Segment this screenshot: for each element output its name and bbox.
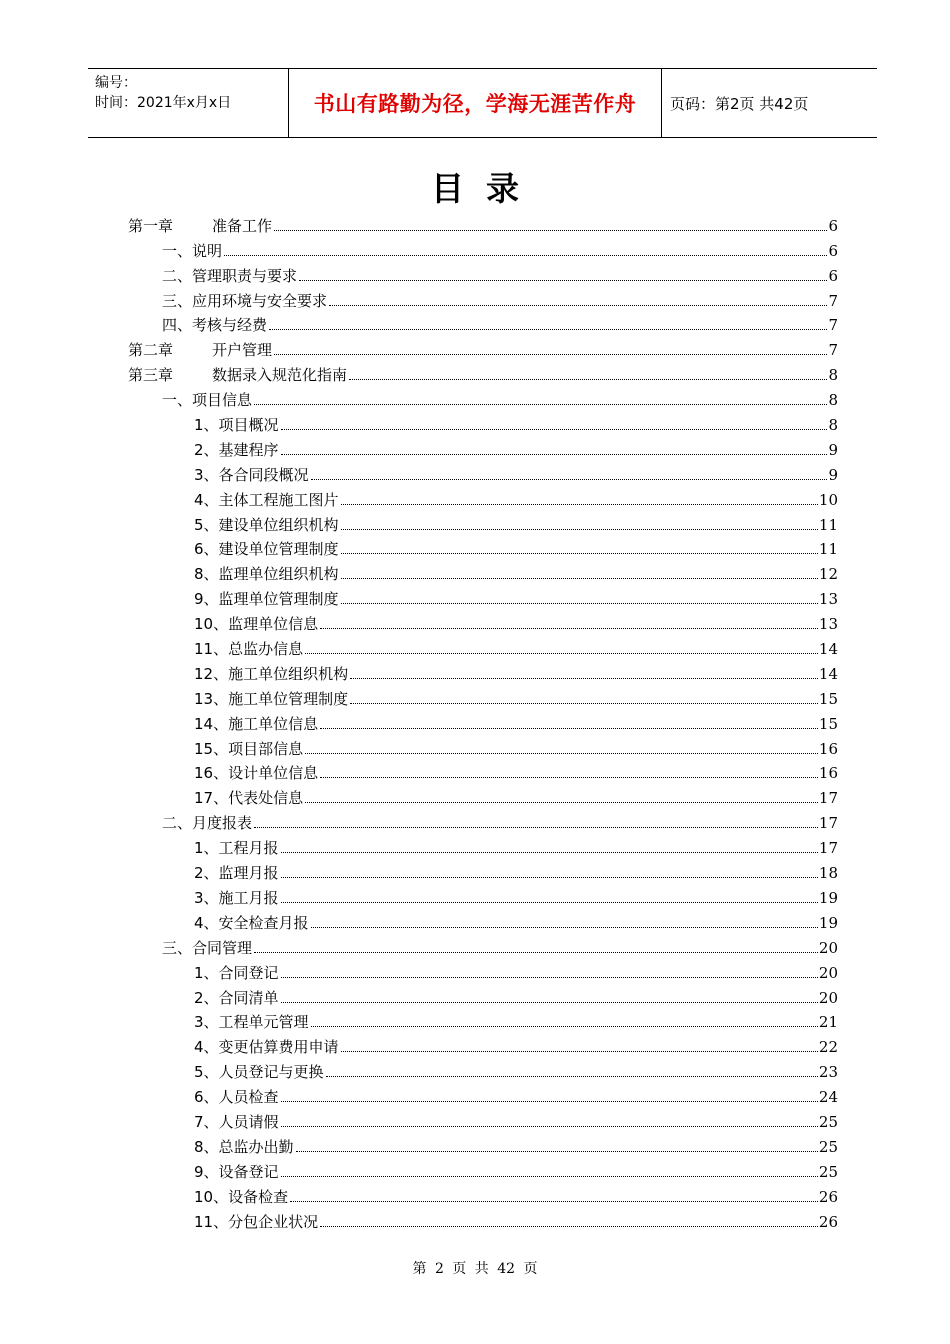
toc-entry-text: 17、代表处信息 xyxy=(194,789,304,808)
toc-dot-leader xyxy=(281,1176,818,1177)
toc-dot-leader xyxy=(281,1002,818,1003)
header-id-label: 编号： xyxy=(95,75,137,91)
toc-entry-label xyxy=(162,292,327,310)
toc-entry-text: 12、施工单位组织机构 xyxy=(194,664,349,683)
toc-entry-text: 1、工程月报 xyxy=(194,839,279,858)
toc-page-number: 14 xyxy=(818,640,838,659)
toc-entry-label xyxy=(128,341,272,359)
toc-dot-leader xyxy=(349,379,827,380)
toc-dot-leader xyxy=(311,927,818,928)
toc-dot-leader xyxy=(311,1026,818,1027)
toc-entry[interactable] xyxy=(128,932,838,957)
toc-dot-leader xyxy=(320,1226,818,1227)
toc-page-number: 6 xyxy=(828,241,838,260)
toc-entry-text: 10、设备检查 xyxy=(194,1187,289,1206)
toc-entry-label xyxy=(194,839,279,857)
toc-entry[interactable] xyxy=(128,782,838,807)
toc-dot-leader xyxy=(350,703,818,704)
toc-entry-text: 15、项目部信息 xyxy=(194,739,304,758)
toc-entry-text: 数据录入规范化指南 xyxy=(212,366,348,385)
toc-entry[interactable] xyxy=(128,1056,838,1081)
toc-entry-label xyxy=(194,889,279,907)
toc-entry[interactable] xyxy=(128,1206,838,1231)
toc-page-number: 17 xyxy=(818,789,838,808)
toc-page-number: 20 xyxy=(818,938,838,957)
toc-dot-leader xyxy=(341,1051,818,1052)
toc-entry-text: 2、监理月报 xyxy=(194,864,279,883)
toc-entry[interactable] xyxy=(128,1081,838,1106)
toc-page-number: 26 xyxy=(818,1187,838,1206)
toc-entry-label xyxy=(194,914,309,932)
toc-entry-text: 3、各合同段概况 xyxy=(194,465,309,484)
toc-entry-text: 8、监理单位组织机构 xyxy=(194,565,339,584)
toc-entry-text: 3、施工月报 xyxy=(194,888,279,907)
toc-entry[interactable] xyxy=(128,733,838,758)
toc-entry-label xyxy=(194,665,348,683)
toc-entry-text: 1、合同登记 xyxy=(194,963,279,982)
toc-entry[interactable] xyxy=(128,509,838,534)
toc-page-number: 16 xyxy=(818,764,838,783)
toc-dot-leader xyxy=(254,952,818,953)
toc-page-number: 19 xyxy=(818,913,838,932)
toc-page-number: 9 xyxy=(828,440,838,459)
toc-dot-leader xyxy=(281,852,818,853)
toc-entry-text: 8、总监办出勤 xyxy=(194,1137,294,1156)
toc-entry-text: 2、合同清单 xyxy=(194,988,279,1007)
toc-dot-leader xyxy=(299,280,827,281)
toc-page-number: 7 xyxy=(828,316,838,335)
toc-entry[interactable] xyxy=(128,1156,838,1181)
toc-entry[interactable] xyxy=(128,434,838,459)
toc-page-number: 13 xyxy=(818,590,838,609)
toc-page-number: 24 xyxy=(818,1088,838,1107)
toc-entry-text: 16、设计单位信息 xyxy=(194,764,319,783)
header-meta xyxy=(88,69,288,137)
toc-entry-text: 4、安全检查月报 xyxy=(194,913,309,932)
toc-page-number: 19 xyxy=(818,888,838,907)
toc-entry-text: 三、合同管理 xyxy=(162,938,253,957)
toc-entry[interactable] xyxy=(128,982,838,1007)
toc-entry[interactable] xyxy=(128,633,838,658)
toc-page-number: 22 xyxy=(818,1038,838,1057)
header-motto-cell xyxy=(288,69,662,137)
toc-entry[interactable] xyxy=(128,260,838,285)
toc-entry-label xyxy=(194,565,339,583)
table-of-contents xyxy=(128,210,838,1231)
toc-entry[interactable] xyxy=(128,1181,838,1206)
toc-chapter-number: 第一章 xyxy=(128,216,174,235)
toc-entry[interactable] xyxy=(128,1031,838,1056)
toc-dot-leader xyxy=(341,603,818,604)
toc-entry-label xyxy=(128,217,272,235)
toc-entry[interactable] xyxy=(128,957,838,982)
toc-entry[interactable] xyxy=(128,658,838,683)
toc-page-number: 15 xyxy=(818,714,838,733)
toc-entry-label xyxy=(194,1063,324,1081)
toc-entry-label xyxy=(194,1013,309,1031)
toc-page-number: 20 xyxy=(818,963,838,982)
toc-dot-leader xyxy=(254,827,818,828)
toc-entry-label xyxy=(162,267,297,285)
toc-entry-text: 5、建设单位组织机构 xyxy=(194,515,339,534)
toc-page-number: 8 xyxy=(828,366,838,385)
toc-entry-label xyxy=(194,964,279,982)
toc-page-number: 21 xyxy=(818,1013,838,1032)
toc-entry[interactable] xyxy=(128,832,838,857)
toc-entry-text: 6、建设单位管理制度 xyxy=(194,540,339,559)
page-footer: 第 2 页 共 42 页 xyxy=(412,1261,538,1277)
toc-dot-leader xyxy=(305,753,818,754)
toc-page-number: 11 xyxy=(818,540,838,559)
toc-dot-leader xyxy=(350,678,818,679)
toc-entry[interactable] xyxy=(128,534,838,559)
toc-entry[interactable] xyxy=(128,235,838,260)
toc-entry[interactable] xyxy=(128,285,838,310)
toc-page-number: 26 xyxy=(818,1212,838,1231)
toc-entry-label xyxy=(194,1088,279,1106)
toc-page-number: 23 xyxy=(818,1063,838,1082)
header-time-label: 时间：2021年x月x日 xyxy=(95,95,232,111)
toc-dot-leader xyxy=(320,628,818,629)
page-header xyxy=(88,68,877,138)
toc-entry[interactable] xyxy=(128,907,838,932)
toc-page-number: 9 xyxy=(828,465,838,484)
toc-entry-text: 13、施工单位管理制度 xyxy=(194,689,349,708)
toc-dot-leader xyxy=(326,1076,818,1077)
toc-dot-leader xyxy=(281,877,818,878)
toc-dot-leader xyxy=(281,429,828,430)
toc-entry[interactable] xyxy=(128,310,838,335)
toc-entry-label xyxy=(194,1163,279,1181)
toc-entry-text: 一、说明 xyxy=(162,241,223,260)
toc-dot-leader xyxy=(281,1101,818,1102)
toc-entry[interactable] xyxy=(128,1131,838,1156)
toc-page-number: 16 xyxy=(818,739,838,758)
toc-entry-label xyxy=(194,690,348,708)
toc-entry[interactable] xyxy=(128,359,838,384)
toc-dot-leader xyxy=(341,504,818,505)
toc-entry-text: 2、基建程序 xyxy=(194,440,279,459)
toc-chapter-number: 第三章 xyxy=(128,366,174,385)
toc-entry-text: 二、管理职责与要求 xyxy=(162,266,298,285)
toc-entry-label xyxy=(162,391,252,409)
toc-entry-label xyxy=(194,715,318,733)
toc-entry-label xyxy=(194,540,339,558)
page-title: 目录 xyxy=(431,169,541,208)
toc-entry-text: 1、项目概况 xyxy=(194,416,279,435)
toc-dot-leader xyxy=(341,553,818,554)
toc-entry-label xyxy=(194,615,318,633)
toc-page-number: 8 xyxy=(828,416,838,435)
toc-page-number: 15 xyxy=(818,689,838,708)
toc-dot-leader xyxy=(305,653,818,654)
toc-entry[interactable] xyxy=(128,409,838,434)
toc-entry-label xyxy=(162,242,222,260)
toc-entry[interactable] xyxy=(128,334,838,359)
toc-entry-label xyxy=(194,640,303,658)
toc-dot-leader xyxy=(281,977,818,978)
toc-entry-text: 5、人员登记与更换 xyxy=(194,1063,324,1082)
toc-entry[interactable] xyxy=(128,708,838,733)
toc-page-number: 7 xyxy=(828,291,838,310)
toc-entry-label xyxy=(194,1038,339,1056)
toc-entry-label xyxy=(162,316,267,334)
toc-page-number: 18 xyxy=(818,864,838,883)
toc-page-number: 25 xyxy=(818,1162,838,1181)
header-page-info: 页码：第2页 共42页 xyxy=(670,94,809,113)
toc-dot-leader xyxy=(281,902,818,903)
toc-entry-text: 6、人员检查 xyxy=(194,1088,279,1107)
toc-page-number: 25 xyxy=(818,1137,838,1156)
toc-dot-leader xyxy=(290,1201,818,1202)
toc-entry-label xyxy=(194,1188,288,1206)
toc-entry[interactable] xyxy=(128,608,838,633)
header-page-cell xyxy=(662,69,877,137)
toc-entry[interactable] xyxy=(128,1007,838,1032)
toc-entry[interactable] xyxy=(128,882,838,907)
toc-dot-leader xyxy=(269,329,827,330)
toc-entry[interactable] xyxy=(128,758,838,783)
toc-page-number: 12 xyxy=(818,565,838,584)
toc-page-number: 17 xyxy=(818,839,838,858)
toc-entry-text: 10、监理单位信息 xyxy=(194,615,319,634)
toc-chapter-number: 第二章 xyxy=(128,341,174,360)
toc-page-number: 20 xyxy=(818,988,838,1007)
toc-entry-label xyxy=(194,1213,318,1231)
toc-entry-label xyxy=(194,466,309,484)
toc-dot-leader xyxy=(341,529,818,530)
toc-page-number: 17 xyxy=(818,814,838,833)
toc-entry-label xyxy=(128,366,347,384)
toc-entry-text: 9、设备登记 xyxy=(194,1162,279,1181)
toc-entry-label xyxy=(194,764,318,782)
toc-entry[interactable] xyxy=(128,807,838,832)
toc-page-number: 6 xyxy=(828,216,838,235)
toc-dot-leader xyxy=(274,354,827,355)
toc-dot-leader xyxy=(281,1126,818,1127)
toc-entry-label xyxy=(194,1138,294,1156)
toc-entry-text: 4、变更估算费用申请 xyxy=(194,1038,339,1057)
toc-dot-leader xyxy=(281,454,828,455)
toc-entry-text: 11、总监办信息 xyxy=(194,640,304,659)
toc-dot-leader xyxy=(320,728,818,729)
toc-entry-label xyxy=(194,989,279,1007)
toc-entry[interactable] xyxy=(128,384,838,409)
toc-page-number: 25 xyxy=(818,1112,838,1131)
toc-entry-text: 9、监理单位管理制度 xyxy=(194,590,339,609)
toc-entry-label xyxy=(194,740,303,758)
toc-entry-text: 3、工程单元管理 xyxy=(194,1013,309,1032)
toc-entry-text: 4、主体工程施工图片 xyxy=(194,490,339,509)
toc-entry[interactable] xyxy=(128,210,838,235)
toc-entry-label xyxy=(194,590,339,608)
toc-dot-leader xyxy=(320,777,818,778)
toc-entry-label xyxy=(194,864,279,882)
toc-entry[interactable] xyxy=(128,1106,838,1131)
toc-dot-leader xyxy=(311,479,828,480)
toc-entry-text: 7、人员请假 xyxy=(194,1112,279,1131)
toc-entry-label xyxy=(162,814,252,832)
toc-entry-text: 开户管理 xyxy=(212,341,273,360)
toc-entry-text: 一、项目信息 xyxy=(162,391,253,410)
toc-entry[interactable] xyxy=(128,583,838,608)
toc-dot-leader xyxy=(305,802,818,803)
toc-page-number: 8 xyxy=(828,391,838,410)
toc-entry-text: 准备工作 xyxy=(212,216,273,235)
toc-entry-label xyxy=(194,416,279,434)
toc-dot-leader xyxy=(274,230,827,231)
toc-entry[interactable] xyxy=(128,459,838,484)
toc-entry-label xyxy=(194,516,339,534)
toc-entry-text: 14、施工单位信息 xyxy=(194,714,319,733)
toc-entry-text: 四、考核与经费 xyxy=(162,316,268,335)
toc-page-number: 10 xyxy=(818,490,838,509)
toc-entry-text: 二、月度报表 xyxy=(162,814,253,833)
toc-page-number: 11 xyxy=(818,515,838,534)
toc-dot-leader xyxy=(296,1151,818,1152)
toc-dot-leader xyxy=(224,255,827,256)
toc-page-number: 13 xyxy=(818,615,838,634)
toc-entry-label xyxy=(194,1113,279,1131)
toc-page-number: 6 xyxy=(828,266,838,285)
header-motto: 书山有路勤为径，学海无涯苦作舟 xyxy=(313,92,637,116)
toc-dot-leader xyxy=(341,578,818,579)
toc-entry-label xyxy=(194,441,279,459)
toc-entry[interactable] xyxy=(128,558,838,583)
toc-entry-label xyxy=(194,491,339,509)
toc-entry-label xyxy=(162,939,252,957)
toc-entry[interactable] xyxy=(128,683,838,708)
toc-dot-leader xyxy=(254,404,827,405)
toc-entry[interactable] xyxy=(128,484,838,509)
toc-page-number: 14 xyxy=(818,664,838,683)
toc-page-number: 7 xyxy=(828,341,838,360)
toc-entry-text: 三、应用环境与安全要求 xyxy=(162,291,328,310)
toc-dot-leader xyxy=(329,305,827,306)
toc-entry[interactable] xyxy=(128,857,838,882)
toc-entry-label xyxy=(194,789,303,807)
toc-entry-text: 11、分包企业状况 xyxy=(194,1212,319,1231)
